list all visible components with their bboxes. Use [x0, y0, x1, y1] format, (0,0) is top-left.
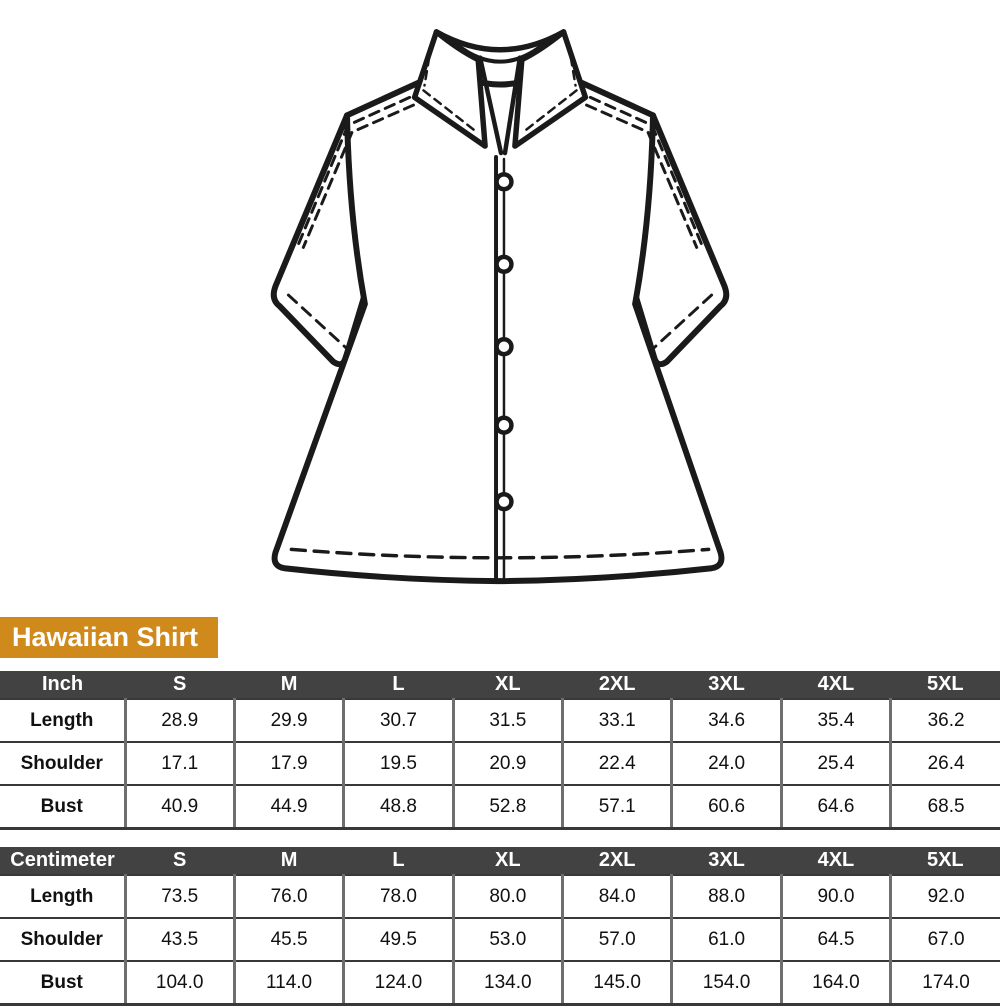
size-value-cell: 73.5	[125, 875, 234, 918]
size-value-cell: 60.6	[672, 785, 781, 829]
size-value-cell: 40.9	[125, 785, 234, 829]
size-value-cell: 24.0	[672, 742, 781, 785]
measurement-label-cell: Length	[0, 875, 125, 918]
button-icon	[497, 494, 512, 509]
size-value-cell: 164.0	[781, 961, 890, 1005]
measurement-row	[0, 742, 1000, 785]
measurement-label-cell: Bust	[0, 961, 125, 1005]
size-header-cell: L	[392, 673, 405, 695]
measurement-label-cell: Length	[0, 699, 125, 742]
size-value-cell: 22.4	[563, 742, 672, 785]
size-value-cell: 67.0	[891, 918, 1000, 961]
size-value-cell: 44.9	[234, 785, 343, 829]
size-value-cell: 25.4	[781, 742, 890, 785]
size-value-cell: 43.5	[125, 918, 234, 961]
size-table-centimeter	[0, 847, 1000, 1006]
shirt-svg	[248, 8, 752, 604]
button-icon	[497, 418, 512, 433]
measurement-row	[0, 875, 1000, 918]
size-header-cell: 4XL	[817, 849, 855, 871]
size-value-cell: 76.0	[234, 875, 343, 918]
size-header-row	[0, 847, 1000, 875]
button-icon	[497, 174, 512, 189]
size-header-cell: XL	[495, 849, 521, 871]
button-icon	[497, 339, 512, 354]
size-value-cell: 49.5	[344, 918, 453, 961]
measurement-label-cell: Shoulder	[0, 918, 125, 961]
size-value-cell: 114.0	[234, 961, 343, 1005]
size-value-cell: 154.0	[672, 961, 781, 1005]
measurement-row	[0, 785, 1000, 829]
size-header-cell: 5XL	[926, 673, 964, 695]
size-value-cell: 17.9	[234, 742, 343, 785]
size-header-cell: S	[173, 673, 187, 695]
size-value-cell: 30.7	[344, 699, 453, 742]
size-value-cell: 26.4	[891, 742, 1000, 785]
size-value-cell: 53.0	[453, 918, 562, 961]
size-value-cell: 61.0	[672, 918, 781, 961]
size-header-cell: M	[280, 849, 298, 871]
size-value-cell: 92.0	[891, 875, 1000, 918]
size-value-cell: 90.0	[781, 875, 890, 918]
size-header-cell: 3XL	[708, 849, 745, 871]
size-value-cell: 33.1	[563, 699, 672, 742]
size-header-cell: L	[392, 849, 405, 871]
unit-header-cell: Centimeter	[10, 849, 115, 871]
size-header-cell: XL	[495, 673, 521, 695]
size-value-cell: 29.9	[234, 699, 343, 742]
size-value-cell: 19.5	[344, 742, 453, 785]
size-header-cell: 5XL	[926, 849, 964, 871]
size-value-cell: 45.5	[234, 918, 343, 961]
size-header-cell: S	[173, 849, 187, 871]
size-value-cell: 78.0	[344, 875, 453, 918]
size-value-cell: 64.6	[781, 785, 890, 829]
measurement-row	[0, 699, 1000, 742]
size-value-cell: 36.2	[891, 699, 1000, 742]
button-icon	[497, 257, 512, 272]
product-title-badge: Hawaiian Shirt	[0, 617, 218, 658]
unit-header-cell: Inch	[41, 673, 84, 695]
size-value-cell: 31.5	[453, 699, 562, 742]
size-value-cell: 84.0	[563, 875, 672, 918]
size-value-cell: 134.0	[453, 961, 562, 1005]
size-value-cell: 34.6	[672, 699, 781, 742]
size-value-cell: 17.1	[125, 742, 234, 785]
size-header-cell: M	[280, 673, 298, 695]
size-table-inch	[0, 671, 1000, 830]
measurement-row	[0, 961, 1000, 1005]
size-value-cell: 57.0	[563, 918, 672, 961]
size-value-cell: 68.5	[891, 785, 1000, 829]
size-value-cell: 28.9	[125, 699, 234, 742]
measurement-label-cell: Bust	[0, 785, 125, 829]
size-value-cell: 80.0	[453, 875, 562, 918]
measurement-row	[0, 918, 1000, 961]
size-header-cell: 2XL	[598, 849, 636, 871]
size-header-cell: 4XL	[817, 673, 855, 695]
size-value-cell: 64.5	[781, 918, 890, 961]
measurement-label-cell: Shoulder	[0, 742, 125, 785]
size-header-row	[0, 671, 1000, 699]
size-header-cell: 2XL	[598, 673, 636, 695]
size-value-cell: 104.0	[125, 961, 234, 1005]
size-header-cell: 3XL	[708, 673, 745, 695]
size-value-cell: 48.8	[344, 785, 453, 829]
size-value-cell: 35.4	[781, 699, 890, 742]
size-value-cell: 145.0	[563, 961, 672, 1005]
size-value-cell: 88.0	[672, 875, 781, 918]
size-value-cell: 57.1	[563, 785, 672, 829]
size-value-cell: 174.0	[891, 961, 1000, 1005]
size-value-cell: 124.0	[344, 961, 453, 1005]
size-value-cell: 52.8	[453, 785, 562, 829]
size-value-cell: 20.9	[453, 742, 562, 785]
